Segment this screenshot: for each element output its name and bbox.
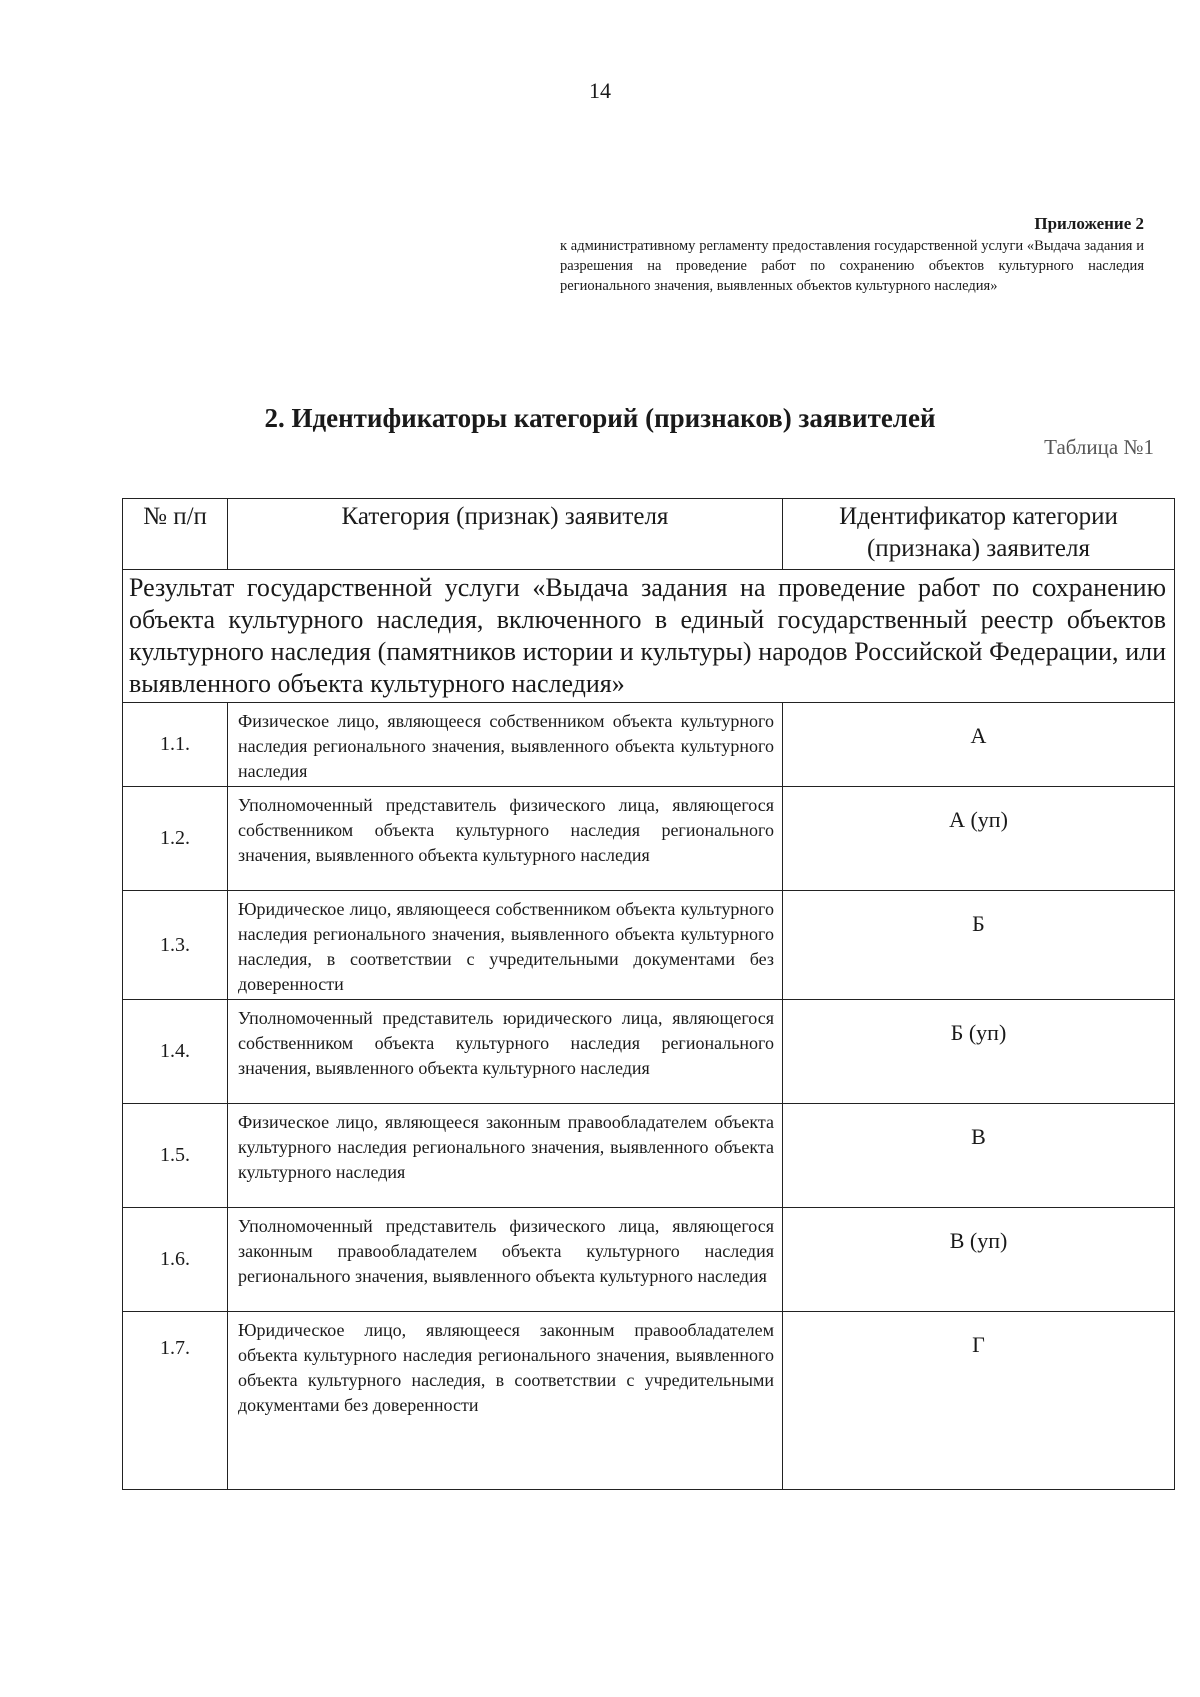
table-row: [123, 1104, 1175, 1208]
applicant-categories-table: [122, 498, 1175, 1490]
header-identifier: Идентификатор категории (признака) заявителя: [783, 499, 1175, 570]
row-number: 1.1.: [123, 703, 228, 787]
service-result-text: Результат государственной услуги «Выдача задания на проведение работ по сохранению объекта культурного наследия, включенного в единый государственный реестр объектов культурного наследия (памятников истории и культуры) народов Российской Федерации, или выявленного объекта культурного наследия»: [123, 570, 1175, 703]
row-number: 1.7.: [123, 1312, 228, 1490]
table-header-row: [123, 499, 1175, 570]
row-identifier: В (уп): [783, 1208, 1175, 1312]
appendix-text: к административному регламенту предоставления государственной услуги «Выдача задания и разрешения на проведение работ по сохранению объектов культурного наследия регионального значения, выявленных объектов культурного наследия»: [560, 238, 1144, 294]
table-row: [123, 1208, 1175, 1312]
appendix-block: [560, 214, 1144, 296]
row-identifier: Г: [783, 1312, 1175, 1490]
page-number: 14: [589, 78, 611, 103]
row-identifier: Б (уп): [783, 1000, 1175, 1104]
appendix-title: Приложение 2: [1034, 214, 1144, 233]
row-category: Юридическое лицо, являющееся собственником объекта культурного наследия регионального значения, выявленного объекта культурного наследия, в соответствии с учредительными документами без доверенности: [228, 891, 783, 1000]
table-row: [123, 891, 1175, 1000]
header-number: № п/п: [123, 499, 228, 570]
table-row: [123, 1312, 1175, 1490]
row-number: 1.6.: [123, 1208, 228, 1312]
row-category: Уполномоченный представитель физического лица, являющегося законным правообладателем объекта культурного наследия регионального значения, выявленного объекта культурного наследия: [228, 1208, 783, 1312]
table-row: [123, 1000, 1175, 1104]
row-category: Физическое лицо, являющееся собственником объекта культурного наследия регионального значения, выявленного объекта культурного наследия: [228, 703, 783, 787]
table-caption: Таблица №1: [1044, 435, 1154, 459]
row-identifier: А (уп): [783, 787, 1175, 891]
row-number: 1.4.: [123, 1000, 228, 1104]
row-category: Физическое лицо, являющееся законным правообладателем объекта культурного наследия регионального значения, выявленного объекта культурного наследия: [228, 1104, 783, 1208]
row-category: Уполномоченный представитель физического лица, являющегося собственником объекта культурного наследия регионального значения, выявленного объекта культурного наследия: [228, 787, 783, 891]
table-row: [123, 787, 1175, 891]
row-category: Юридическое лицо, являющееся законным правообладателем объекта культурного наследия регионального значения, выявленного объекта культурного наследия, в соответствии с учредительными документами без доверенности: [228, 1312, 783, 1490]
row-category: Уполномоченный представитель юридического лица, являющегося собственником объекта культурного наследия регионального значения, выявленного объекта культурного наследия: [228, 1000, 783, 1104]
row-identifier: В: [783, 1104, 1175, 1208]
row-identifier: А: [783, 703, 1175, 787]
row-identifier: Б: [783, 891, 1175, 1000]
header-category: Категория (признак) заявителя: [228, 499, 783, 570]
row-number: 1.3.: [123, 891, 228, 1000]
row-number: 1.5.: [123, 1104, 228, 1208]
row-number: 1.2.: [123, 787, 228, 891]
document-heading: 2. Идентификаторы категорий (признаков) заявителей: [264, 403, 936, 433]
table-row: [123, 703, 1175, 787]
service-result-row: [123, 570, 1175, 703]
